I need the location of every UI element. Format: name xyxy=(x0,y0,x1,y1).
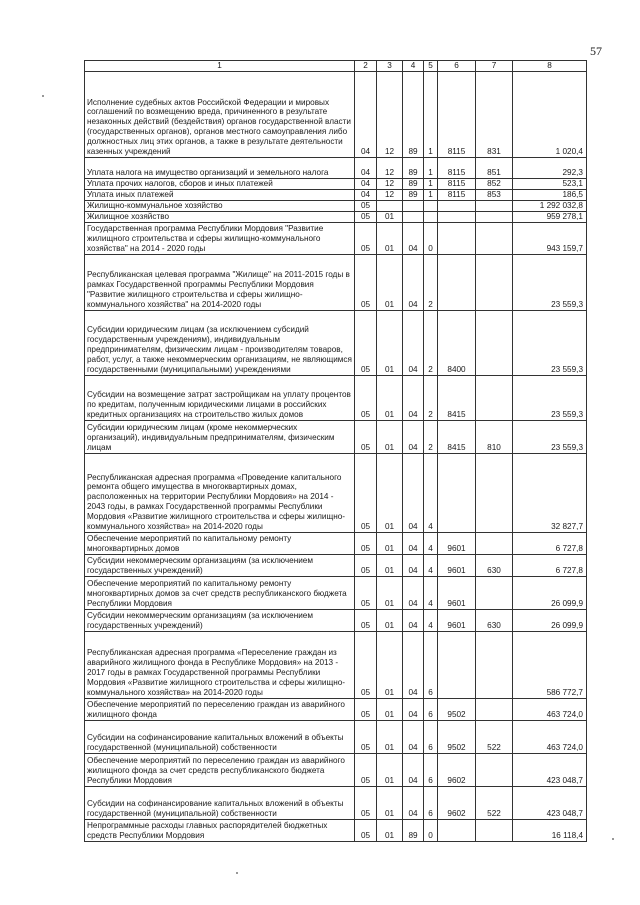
section-code: 05 xyxy=(355,577,377,610)
subprogram-code: 4 xyxy=(424,555,438,577)
column-header: 7 xyxy=(476,61,513,72)
amount: 943 159,7 xyxy=(513,223,587,255)
section-code: 04 xyxy=(355,179,377,190)
type-code xyxy=(476,577,513,610)
amount: 6 727,8 xyxy=(513,555,587,577)
subprogram-code xyxy=(424,212,438,223)
program-code: 04 xyxy=(403,376,424,421)
page-number: 57 xyxy=(590,44,602,58)
table-row xyxy=(85,577,587,610)
section-code: 05 xyxy=(355,311,377,376)
row-description: Обеспечение мероприятий по переселению граждан из аварийного жилищного фонда за счет средств республиканского бюджета Республики Мордовия xyxy=(85,754,355,787)
subprogram-code: 4 xyxy=(424,577,438,610)
table-row xyxy=(85,555,587,577)
amount: 6 727,8 xyxy=(513,533,587,555)
program-code: 89 xyxy=(403,72,424,158)
type-code xyxy=(476,223,513,255)
subsection-code: 01 xyxy=(377,223,403,255)
column-header: 6 xyxy=(438,61,476,72)
type-code: 810 xyxy=(476,421,513,454)
table-row xyxy=(85,533,587,555)
table-row xyxy=(85,699,587,721)
amount: 463 724,0 xyxy=(513,699,587,721)
subprogram-code: 6 xyxy=(424,721,438,754)
row-description: Жилищное хозяйство xyxy=(85,212,355,223)
amount: 32 827,7 xyxy=(513,454,587,533)
row-description: Уплата прочих налогов, сборов и иных платежей xyxy=(85,179,355,190)
table-row xyxy=(85,754,587,787)
type-code xyxy=(476,699,513,721)
row-description: Обеспечение мероприятий по переселению граждан из аварийного жилищного фонда xyxy=(85,699,355,721)
table-row xyxy=(85,179,587,190)
expense-code: 9602 xyxy=(438,787,476,820)
program-code: 04 xyxy=(403,699,424,721)
expense-code: 9502 xyxy=(438,699,476,721)
amount: 26 099,9 xyxy=(513,610,587,632)
section-code: 05 xyxy=(355,533,377,555)
section-code: 05 xyxy=(355,632,377,699)
amount: 23 559,3 xyxy=(513,376,587,421)
section-code: 05 xyxy=(355,721,377,754)
table-row xyxy=(85,255,587,311)
row-description: Уплата иных платежей xyxy=(85,190,355,201)
column-header: 5 xyxy=(424,61,438,72)
program-code: 04 xyxy=(403,555,424,577)
subprogram-code: 4 xyxy=(424,610,438,632)
section-code: 05 xyxy=(355,255,377,311)
subsection-code: 12 xyxy=(377,190,403,201)
amount: 423 048,7 xyxy=(513,787,587,820)
amount: 1 020,4 xyxy=(513,72,587,158)
table-header-row xyxy=(85,61,587,72)
type-code: 630 xyxy=(476,555,513,577)
section-code: 04 xyxy=(355,190,377,201)
table-row xyxy=(85,610,587,632)
row-description: Субсидии на софинансирование капитальных вложений в объекты государственной (муниципальной) собственности xyxy=(85,721,355,754)
expense-code xyxy=(438,255,476,311)
subsection-code: 01 xyxy=(377,533,403,555)
program-code: 04 xyxy=(403,421,424,454)
subsection-code: 01 xyxy=(377,820,403,842)
row-description: Субсидии некоммерческим организациям (за исключением государственных учреждений) xyxy=(85,610,355,632)
program-code: 04 xyxy=(403,311,424,376)
type-code xyxy=(476,311,513,376)
amount: 423 048,7 xyxy=(513,754,587,787)
section-code: 05 xyxy=(355,754,377,787)
table-row xyxy=(85,376,587,421)
amount: 23 559,3 xyxy=(513,311,587,376)
column-header: 1 xyxy=(85,61,355,72)
row-description: Обеспечение мероприятий по капитальному ремонту многоквартирных домов за счет средств республиканского бюджета Республики Мордовия xyxy=(85,577,355,610)
table-row xyxy=(85,212,587,223)
amount: 23 559,3 xyxy=(513,421,587,454)
type-code: 522 xyxy=(476,787,513,820)
section-code: 05 xyxy=(355,610,377,632)
row-description: Исполнение судебных актов Российской Федерации и мировых соглашений по возмещению вреда, причиненного в результате незаконных действий (бездействия) органов государственной власти (государственных органов), органов местного самоуправления либо должностных лиц этих органов, а также в результате деятельности казенных учреждений xyxy=(85,72,355,158)
table-row xyxy=(85,72,587,158)
expense-code: 9601 xyxy=(438,610,476,632)
expense-code: 8115 xyxy=(438,72,476,158)
table-row xyxy=(85,454,587,533)
subprogram-code: 0 xyxy=(424,223,438,255)
expense-code: 8115 xyxy=(438,190,476,201)
type-code: 522 xyxy=(476,721,513,754)
subsection-code: 01 xyxy=(377,721,403,754)
row-description: Жилищно-коммунальное хозяйство xyxy=(85,201,355,212)
subsection-code: 01 xyxy=(377,787,403,820)
amount: 463 724,0 xyxy=(513,721,587,754)
row-description: Республиканская адресная программа «Проведение капитального ремонта общего имущества в многоквартирных домах, расположенных на территории Республики Мордовия» на 2014 - 2043 годы, в рамках Государственной программы Республики Мордовия «Развитие жилищного строительства и сферы жилищно-коммунального хозяйства» на 2014-2020 годы xyxy=(85,454,355,533)
table-row xyxy=(85,721,587,754)
expense-code: 9601 xyxy=(438,577,476,610)
type-code xyxy=(476,754,513,787)
table-row xyxy=(85,190,587,201)
table-row xyxy=(85,311,587,376)
program-code: 04 xyxy=(403,754,424,787)
subprogram-code: 1 xyxy=(424,158,438,179)
type-code xyxy=(476,820,513,842)
program-code xyxy=(403,201,424,212)
row-description: Субсидии некоммерческим организациям (за исключением государственных учреждений) xyxy=(85,555,355,577)
program-code: 04 xyxy=(403,255,424,311)
expense-code: 9502 xyxy=(438,721,476,754)
expense-code xyxy=(438,820,476,842)
amount: 292,3 xyxy=(513,158,587,179)
section-code: 04 xyxy=(355,72,377,158)
type-code xyxy=(476,201,513,212)
type-code xyxy=(476,376,513,421)
subprogram-code: 1 xyxy=(424,179,438,190)
subprogram-code: 1 xyxy=(424,72,438,158)
budget-table xyxy=(84,60,587,842)
type-code: 851 xyxy=(476,158,513,179)
expense-code: 9602 xyxy=(438,754,476,787)
type-code xyxy=(476,212,513,223)
subprogram-code: 2 xyxy=(424,311,438,376)
subprogram-code: 4 xyxy=(424,533,438,555)
table-row xyxy=(85,787,587,820)
subsection-code: 01 xyxy=(377,212,403,223)
row-description: Субсидии на возмещение затрат застройщикам на уплату процентов по кредитам, полученным юридическими лицами в российских кредитных организациях на строительство жилых домов xyxy=(85,376,355,421)
program-code: 89 xyxy=(403,158,424,179)
subprogram-code: 2 xyxy=(424,376,438,421)
subprogram-code: 6 xyxy=(424,754,438,787)
subsection-code: 01 xyxy=(377,421,403,454)
subsection-code: 01 xyxy=(377,632,403,699)
subsection-code: 01 xyxy=(377,555,403,577)
table-row xyxy=(85,223,587,255)
type-code: 831 xyxy=(476,72,513,158)
scan-speck xyxy=(612,838,614,840)
program-code: 04 xyxy=(403,787,424,820)
column-header: 3 xyxy=(377,61,403,72)
scan-speck xyxy=(42,95,44,97)
subsection-code: 12 xyxy=(377,158,403,179)
section-code: 05 xyxy=(355,820,377,842)
subsection-code: 01 xyxy=(377,610,403,632)
subsection-code: 01 xyxy=(377,754,403,787)
program-code: 89 xyxy=(403,190,424,201)
expense-code: 9601 xyxy=(438,533,476,555)
subsection-code: 01 xyxy=(377,577,403,610)
amount: 26 099,9 xyxy=(513,577,587,610)
row-description: Уплата налога на имущество организаций и земельного налога xyxy=(85,158,355,179)
subprogram-code: 2 xyxy=(424,421,438,454)
type-code: 630 xyxy=(476,610,513,632)
program-code: 04 xyxy=(403,610,424,632)
subsection-code xyxy=(377,201,403,212)
amount: 586 772,7 xyxy=(513,632,587,699)
subprogram-code: 1 xyxy=(424,190,438,201)
row-description: Республиканская целевая программа "Жилище" на 2011-2015 годы в рамках Государственной программы Республики Мордовия "Развитие жилищного строительства и сферы жилищно-коммунального хозяйства" на 2014-2020 годы xyxy=(85,255,355,311)
row-description: Государственная программа Республики Мордовия "Развитие жилищного строительства и сферы жилищно-коммунального хозяйства" на 2014 - 2020 годы xyxy=(85,223,355,255)
section-code: 05 xyxy=(355,454,377,533)
section-code: 05 xyxy=(355,376,377,421)
amount: 23 559,3 xyxy=(513,255,587,311)
row-description: Субсидии юридическим лицам (кроме некоммерческих организаций), индивидуальным предпринимателям, физическим лицам xyxy=(85,421,355,454)
expense-code xyxy=(438,454,476,533)
table-row xyxy=(85,158,587,179)
type-code: 853 xyxy=(476,190,513,201)
row-description: Субсидии юридическим лицам (за исключением субсидий государственным учреждениям), индивидуальным предпринимателям, физическим лицам - производителям товаров, работ, услуг, а также некоммерческим организациям, не являющимся государственными (муниципальными) учреждениями xyxy=(85,311,355,376)
subsection-code: 01 xyxy=(377,699,403,721)
subprogram-code: 6 xyxy=(424,787,438,820)
section-code: 05 xyxy=(355,421,377,454)
section-code: 05 xyxy=(355,699,377,721)
amount: 16 118,4 xyxy=(513,820,587,842)
column-header: 2 xyxy=(355,61,377,72)
section-code: 05 xyxy=(355,223,377,255)
amount: 1 292 032,8 xyxy=(513,201,587,212)
expense-code xyxy=(438,632,476,699)
subprogram-code: 0 xyxy=(424,820,438,842)
subprogram-code: 2 xyxy=(424,255,438,311)
table-row xyxy=(85,820,587,842)
expense-code: 8115 xyxy=(438,179,476,190)
expense-code: 8415 xyxy=(438,421,476,454)
subsection-code: 12 xyxy=(377,72,403,158)
subprogram-code: 4 xyxy=(424,454,438,533)
expense-code: 9601 xyxy=(438,555,476,577)
program-code: 04 xyxy=(403,533,424,555)
section-code: 05 xyxy=(355,201,377,212)
subsection-code: 01 xyxy=(377,376,403,421)
scan-speck xyxy=(236,872,238,874)
program-code: 04 xyxy=(403,632,424,699)
subsection-code: 12 xyxy=(377,179,403,190)
type-code xyxy=(476,533,513,555)
amount: 523,1 xyxy=(513,179,587,190)
program-code: 89 xyxy=(403,820,424,842)
section-code: 05 xyxy=(355,212,377,223)
program-code: 04 xyxy=(403,454,424,533)
program-code xyxy=(403,212,424,223)
expense-code: 8415 xyxy=(438,376,476,421)
table-row xyxy=(85,421,587,454)
subsection-code: 01 xyxy=(377,311,403,376)
subsection-code: 01 xyxy=(377,255,403,311)
column-header: 8 xyxy=(513,61,587,72)
expense-code xyxy=(438,212,476,223)
section-code: 05 xyxy=(355,555,377,577)
type-code xyxy=(476,632,513,699)
subsection-code: 01 xyxy=(377,454,403,533)
expense-code: 8400 xyxy=(438,311,476,376)
row-description: Обеспечение мероприятий по капитальному ремонту многоквартирных домов xyxy=(85,533,355,555)
type-code xyxy=(476,454,513,533)
subprogram-code: 6 xyxy=(424,632,438,699)
table-row xyxy=(85,632,587,699)
program-code: 04 xyxy=(403,577,424,610)
type-code xyxy=(476,255,513,311)
expense-code: 8115 xyxy=(438,158,476,179)
row-description: Непрограммные расходы главных распорядителей бюджетных средств Республики Мордовия xyxy=(85,820,355,842)
program-code: 04 xyxy=(403,223,424,255)
section-code: 05 xyxy=(355,787,377,820)
expense-code xyxy=(438,201,476,212)
subprogram-code xyxy=(424,201,438,212)
expense-code xyxy=(438,223,476,255)
program-code: 89 xyxy=(403,179,424,190)
subprogram-code: 6 xyxy=(424,699,438,721)
row-description: Субсидии на софинансирование капитальных вложений в объекты государственной (муниципальной) собственности xyxy=(85,787,355,820)
row-description: Республиканская адресная программа «Переселение граждан из аварийного жилищного фонда в Республике Мордовия» на 2013 - 2017 годы в рамках Государственной программы Республики Мордовия «Развитие жилищного строительства и сферы жилищно-коммунального хозяйства» на 2014-2020 годы xyxy=(85,632,355,699)
amount: 959 278,1 xyxy=(513,212,587,223)
table-row xyxy=(85,201,587,212)
section-code: 04 xyxy=(355,158,377,179)
program-code: 04 xyxy=(403,721,424,754)
column-header: 4 xyxy=(403,61,424,72)
amount: 186,5 xyxy=(513,190,587,201)
type-code: 852 xyxy=(476,179,513,190)
